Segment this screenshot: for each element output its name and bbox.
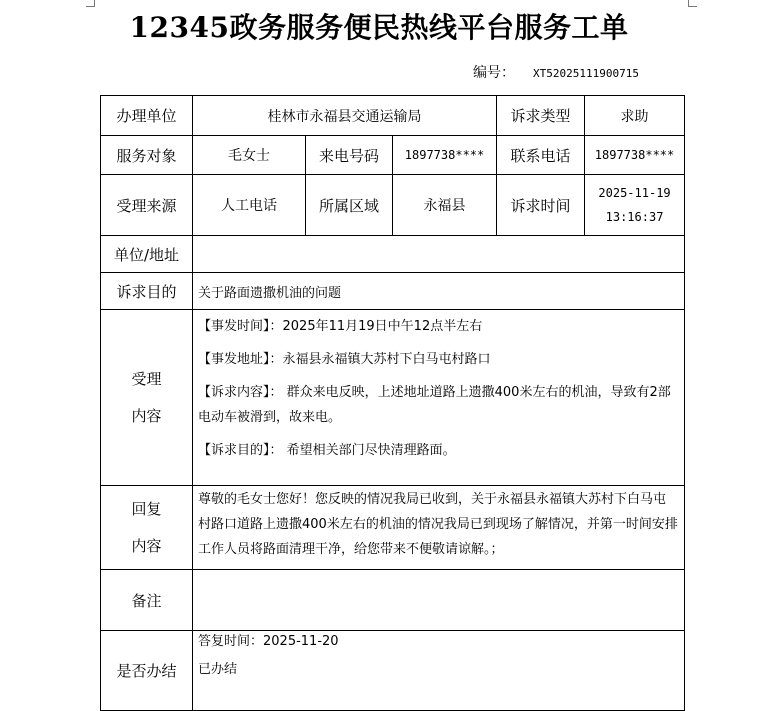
address-label: 单位/地址 (101, 236, 193, 273)
purpose-label: 诉求目的 (101, 273, 193, 310)
unit-value: 桂林市永福县交通运输局 (193, 96, 497, 136)
contact-phone-value: 1897738**** (585, 136, 685, 175)
reply-label-line1: 回复 (131, 499, 162, 518)
purpose-value: 关于路面遗撒机油的问题 (193, 273, 685, 310)
serial-label: 编号： (473, 65, 515, 81)
row-remark (101, 570, 685, 631)
row-handling-unit (101, 96, 685, 136)
reply-content: 尊敬的毛女士您好！您反映的情况我局已收到，关于永福县永福镇大苏村下白马屯村路口道路上遗撒400米左右的机油的情况我局已到现场了解情况，并第一时间安排工作人员将路面清理干净，给您带来不便敬请谅解。； (193, 486, 685, 570)
accept-purpose-line: 【诉求目的】： 希望相关部门尽快清理路面。 (198, 443, 456, 458)
completion-status: 已办结 (198, 662, 238, 677)
row-accept-content (101, 310, 685, 486)
contact-phone-label: 联系电话 (497, 136, 585, 175)
completion-label: 是否办结 (101, 631, 193, 711)
source-label: 受理来源 (101, 175, 193, 236)
target-value: 毛女士 (193, 136, 306, 175)
accept-content (193, 310, 685, 486)
request-time-date: 2025-11-19 (598, 186, 671, 200)
serial-line (473, 62, 639, 82)
reply-label (101, 486, 193, 570)
region-value: 永福县 (393, 175, 497, 236)
request-type-label: 诉求类型 (497, 96, 585, 136)
source-value: 人工电话 (193, 175, 306, 236)
page-title: 12345政务服务便民热线平台服务工单 (129, 11, 629, 44)
work-order-table (100, 95, 685, 711)
accept-label-line2: 内容 (131, 406, 162, 425)
accept-address-line: 【事发地址】：永福县永福镇大苏村下白马屯村路口 (198, 352, 491, 367)
region-label: 所属区域 (306, 175, 393, 236)
reply-label-line2: 内容 (131, 536, 162, 555)
request-time-value (585, 175, 685, 236)
reply-time: 答复时间：2025-11-20 (198, 634, 339, 649)
accept-label-line1: 受理 (131, 369, 162, 388)
incoming-number-label: 来电号码 (306, 136, 393, 175)
request-type-value: 求助 (585, 96, 685, 136)
target-label: 服务对象 (101, 136, 193, 175)
accept-label (101, 310, 193, 486)
remark-value (193, 570, 685, 631)
accept-time-line: 【事发时间】：2025年11月19日中午12点半左右 (198, 319, 483, 334)
row-purpose (101, 273, 685, 310)
row-completion (101, 631, 685, 711)
incoming-number-value: 1897738**** (393, 136, 497, 175)
row-service-target (101, 136, 685, 175)
row-reply-content (101, 486, 685, 570)
unit-label: 办理单位 (101, 96, 193, 136)
completion-content (193, 631, 685, 711)
row-address (101, 236, 685, 273)
serial-number: XT52025111900715 (533, 67, 639, 80)
accept-content-line: 【诉求内容】： 群众来电反映，上述地址道路上遗撒400米左右的机油，导致有2部电动车被滑到，故来电。 (198, 385, 671, 425)
address-value (193, 236, 685, 273)
request-time-clock: 13:16:37 (605, 210, 664, 224)
remark-label: 备注 (101, 570, 193, 631)
request-time-label: 诉求时间 (497, 175, 585, 236)
row-source (101, 175, 685, 236)
